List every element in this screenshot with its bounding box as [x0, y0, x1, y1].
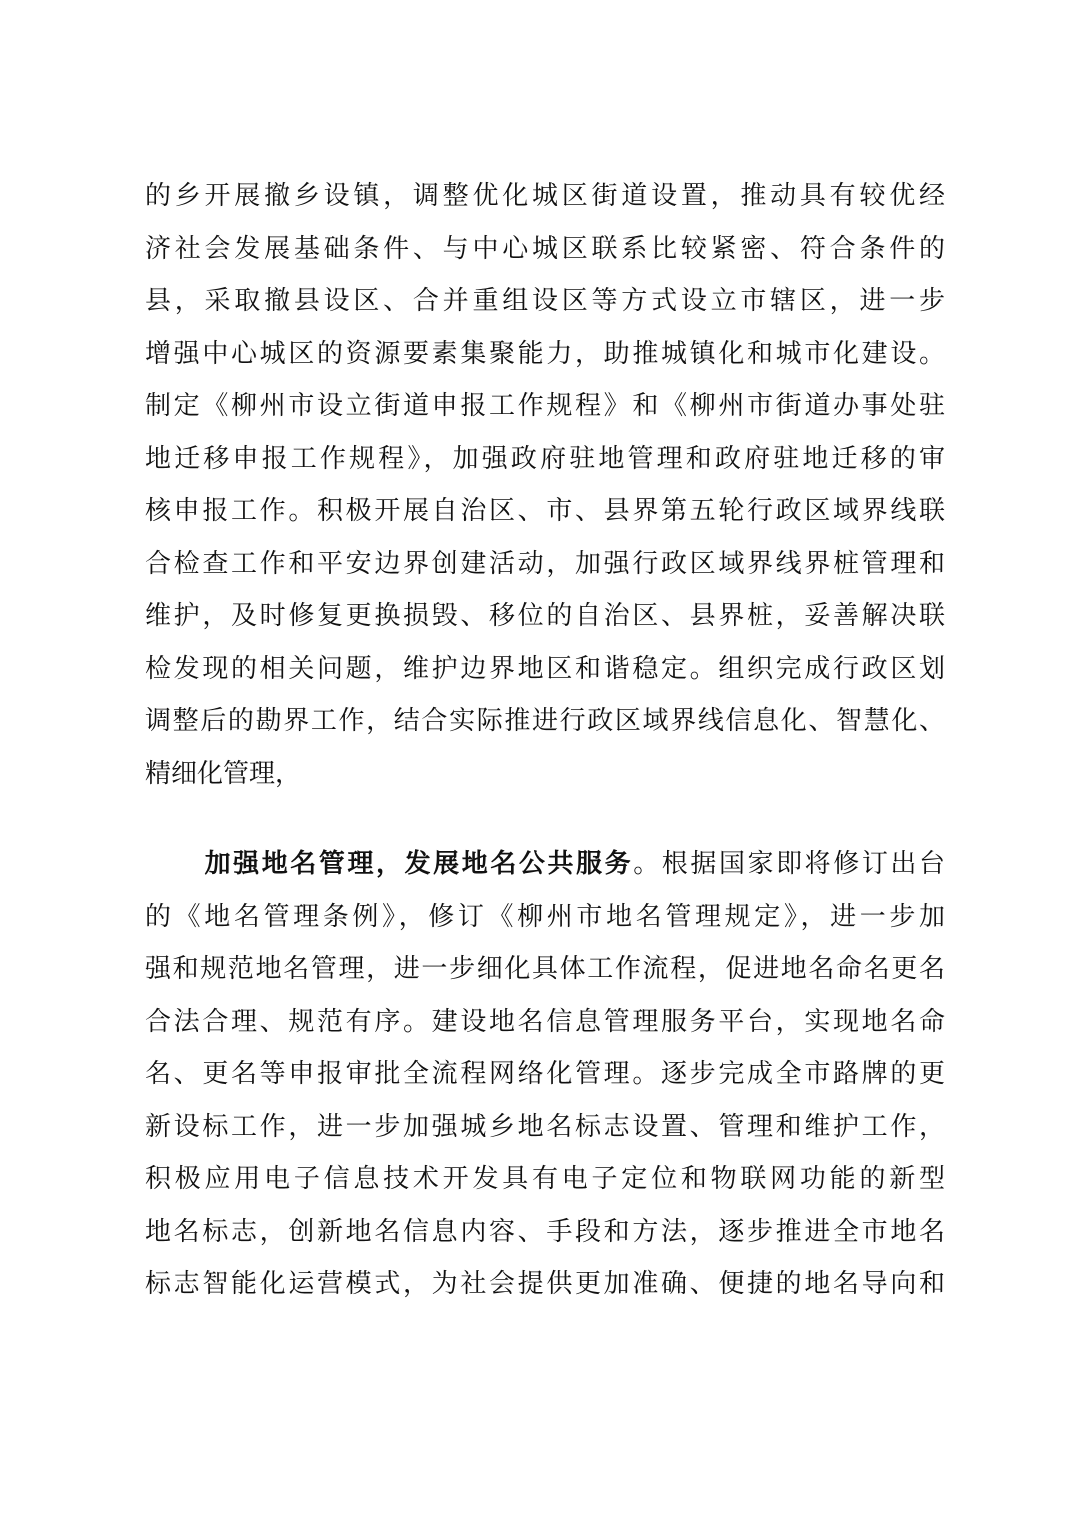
text-line: 合法合理、规范有序。建设地名信息管理服务平台，实现地名命: [145, 1006, 945, 1037]
paragraph-administrative-divisions: [145, 170, 945, 800]
text-line: 增强中心城区的资源要素集聚能力，助推城镇化和城市化建设。: [145, 338, 945, 369]
text-line: 地迁移申报工作规程》，加强政府驻地管理和政府驻地迁移的审: [145, 443, 945, 474]
text-line: 标志智能化运营模式，为社会提供更加准确、便捷的地名导向和: [145, 1269, 945, 1299]
text-line: 地名标志，创新地名信息内容、手段和方法，逐步推进全市地名: [145, 1216, 945, 1247]
text-line: 名、更名等申报审批全流程网络化管理。逐步完成全市路牌的更: [145, 1059, 945, 1089]
text-line: 检发现的相关问题，维护边界地区和谐稳定。组织完成行政区划: [145, 653, 945, 684]
text-line: 精细化管理，: [145, 758, 302, 789]
text-line: 县，采取撤县设区、合并重组设区等方式设立市辖区，进一步: [145, 286, 945, 316]
section-heading: 加强地名管理，发展地名公共服务: [202, 849, 634, 879]
text-line: 维护，及时修复更换损毁、移位的自治区、县界桩，妥善解决联: [145, 601, 945, 631]
paragraph-first-line: [145, 838, 945, 891]
text-line: 积极应用电子信息技术开发具有电子定位和物联网功能的新型: [145, 1164, 945, 1194]
text-line: 强和规范地名管理，进一步细化具体工作流程，促进地名命名更名: [145, 954, 945, 984]
text-line: 调整后的勘界工作，结合实际推进行政区域界线信息化、智慧化、: [145, 706, 945, 736]
text-line: 制定《柳州市设立街道申报工作规程》和《柳州市街道办事处驻: [145, 391, 945, 421]
text-line: 合检查工作和平安边界创建活动，加强行政区域界线界桩管理和: [145, 548, 945, 579]
paragraph-place-names: [145, 838, 945, 1311]
text-line: 核申报工作。积极开展自治区、市、县界第五轮行政区域界线联: [145, 496, 945, 526]
text-run: 。根据国家即将修订出台: [633, 849, 945, 879]
text-line: 的乡开展撤乡设镇，调整优化城区街道设置，推动具有较优经: [145, 181, 945, 211]
text-line: 新设标工作，进一步加强城乡地名标志设置、管理和维护工作，: [145, 1111, 945, 1142]
text-line: 的《地名管理条例》，修订《柳州市地名管理规定》，进一步加: [145, 901, 945, 932]
text-line: 济社会发展基础条件、与中心城区联系比较紧密、符合条件的: [145, 233, 945, 264]
